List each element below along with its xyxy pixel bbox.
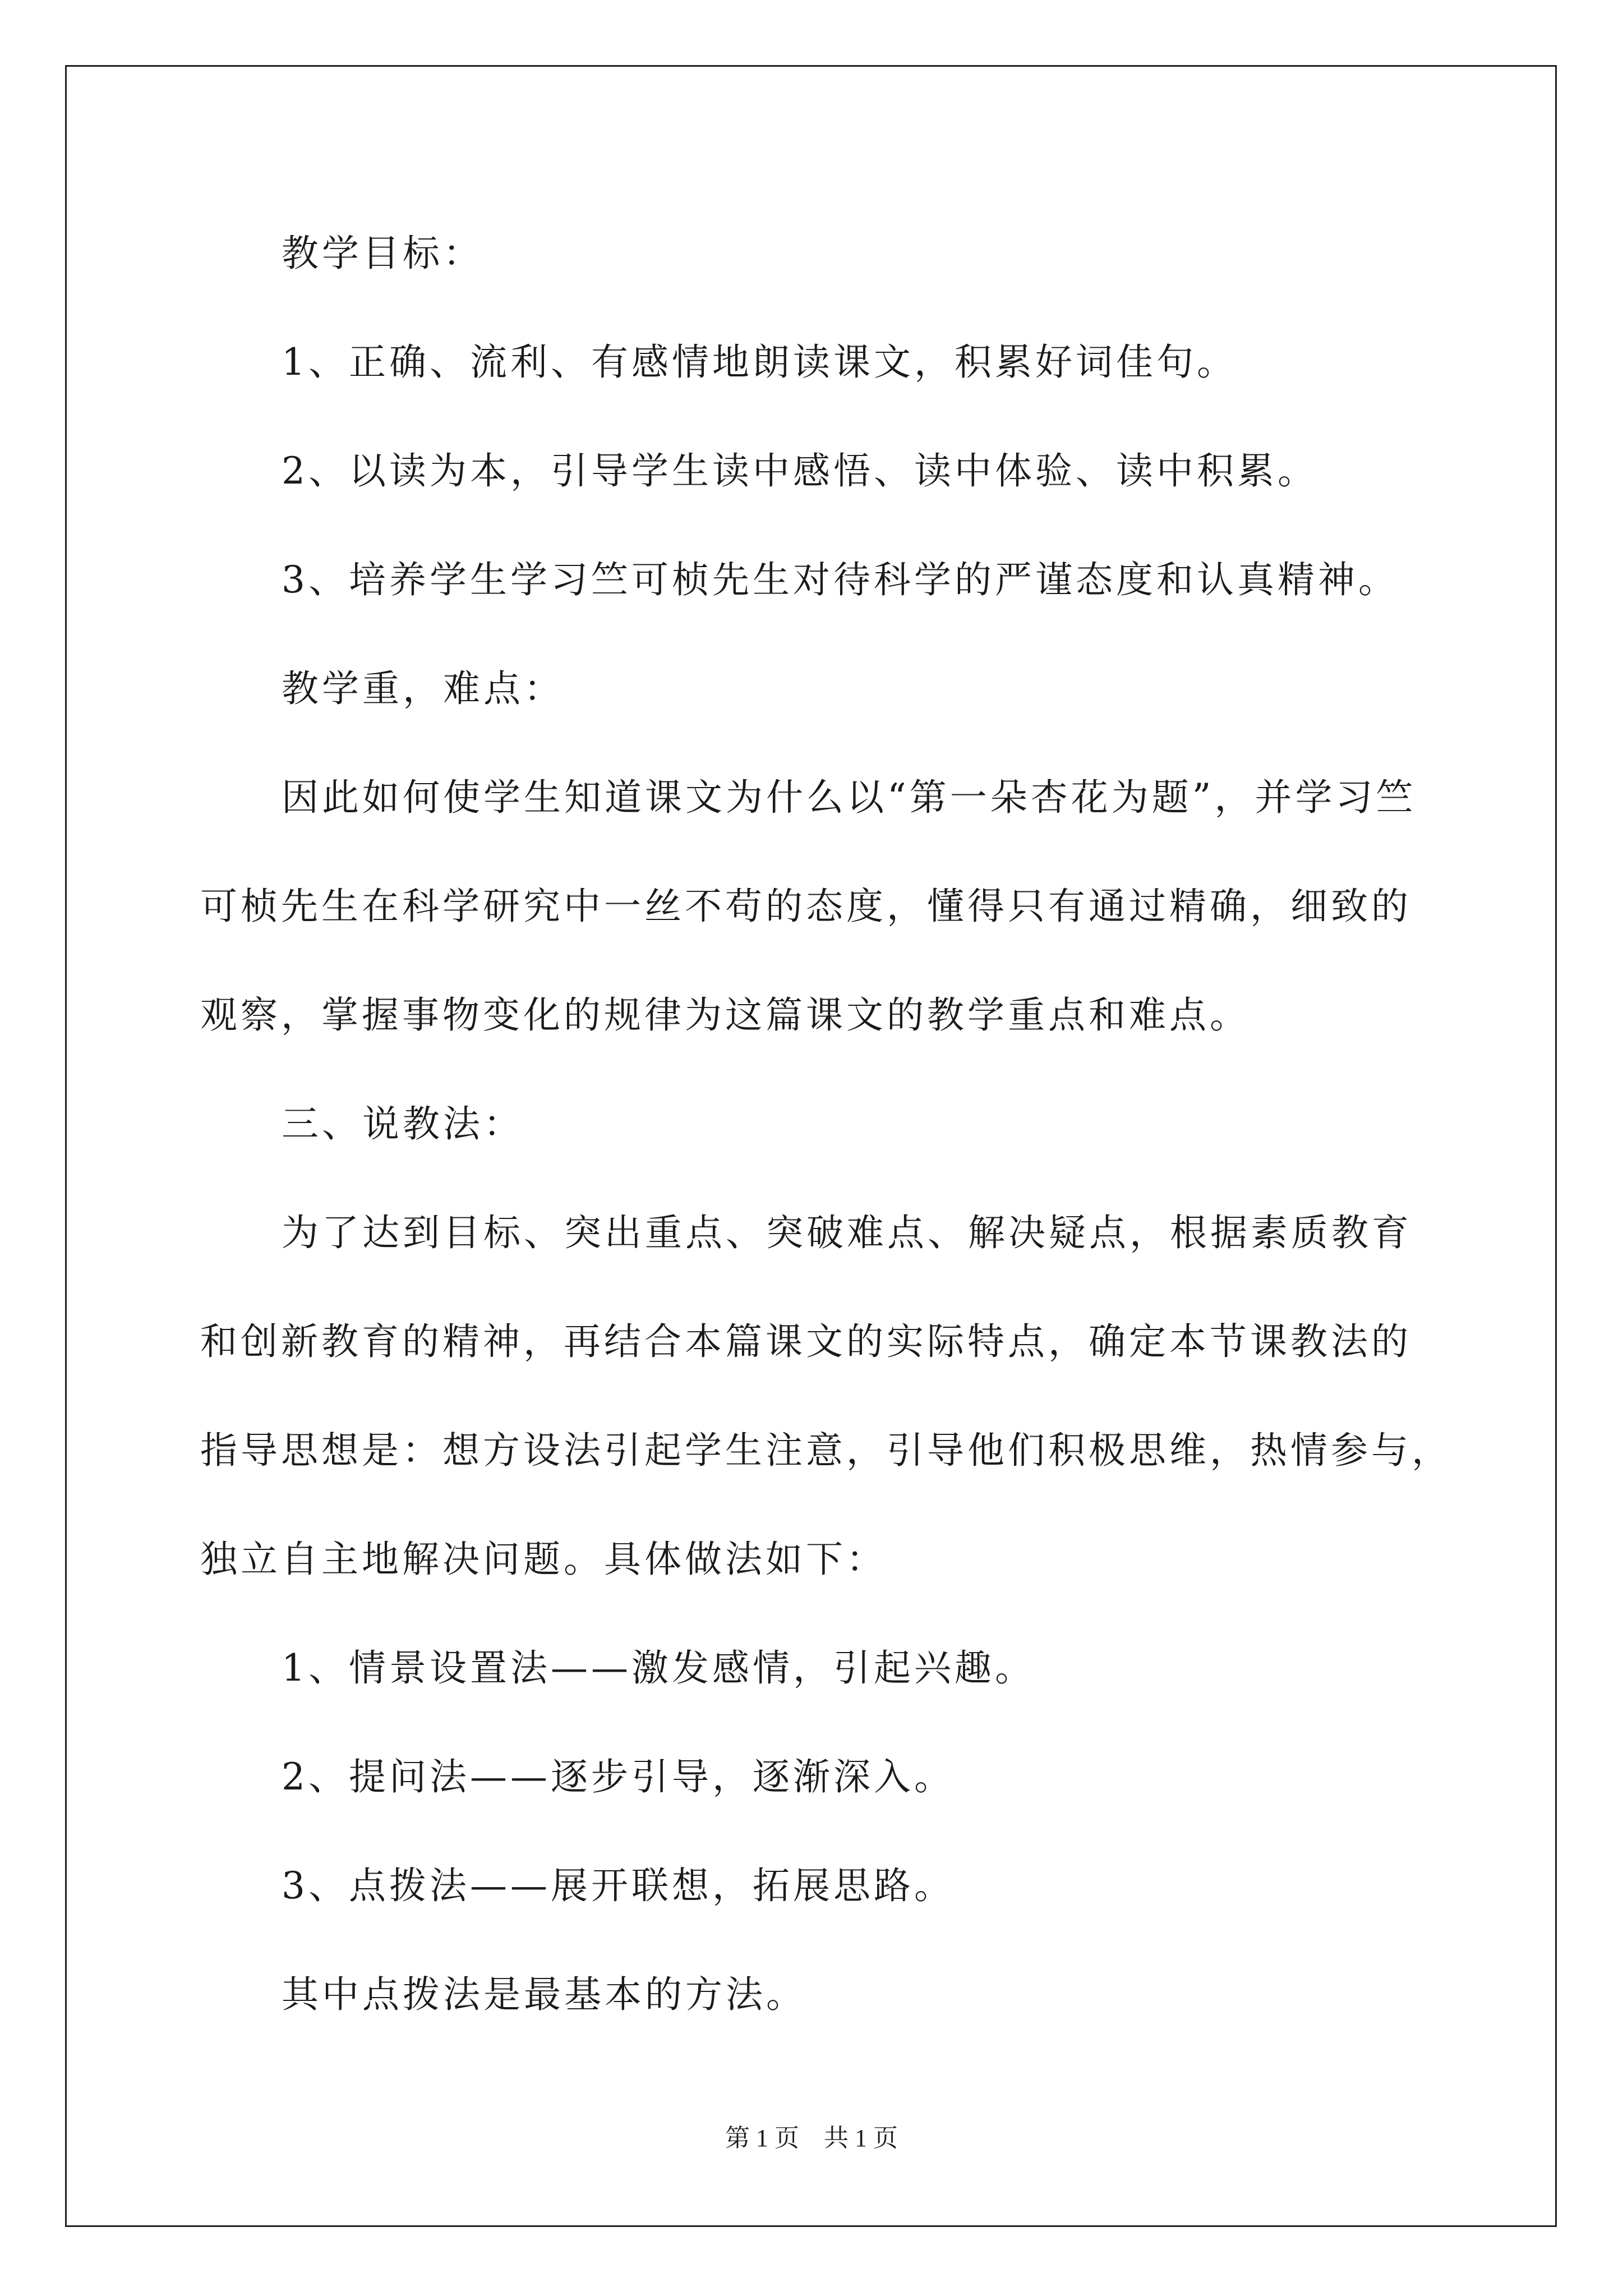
text-line: 独立自主地解决问题。具体做法如下： (200, 1538, 887, 1581)
text-line: 可桢先生在科学研究中一丝不苟的态度，懂得只有通过精确，细致的 (200, 885, 1412, 928)
text-line: 和创新教育的精神，再结合本篇课文的实际特点，确定本节课教法的 (200, 1320, 1412, 1363)
paragraph-method-2: 2、提问法——逐步引导，逐渐深入。 (282, 1755, 955, 1798)
paragraph-key-points-heading: 教学重，难点： (282, 667, 564, 710)
paragraph-goal-2: 2、以读为本，引导学生读中感悟、读中体验、读中积累。 (282, 449, 1318, 493)
paragraph-conclusion: 其中点拨法是最基本的方法。 (282, 1973, 806, 2016)
text-line: 指导思想是：想方设法引起学生注意，引导他们积极思维，热情参与， (200, 1429, 1452, 1472)
paragraph-goal-1: 1、正确、流利、有感情地朗读课文，积累好词佳句。 (282, 341, 1237, 384)
text-line: 观察，掌握事物变化的规律为这篇课文的教学重点和难点。 (200, 993, 1250, 1037)
paragraph-teaching-goals-heading: 教学目标： (282, 232, 483, 275)
paragraph-teaching-method-body (200, 1179, 1452, 1614)
paragraph-goal-3: 3、培养学生学习竺可桢先生对待科学的严谨态度和认真精神。 (282, 558, 1399, 601)
text-line: 为了达到目标、突出重点、突破难点、解决疑点，根据素质教育 (282, 1211, 1412, 1254)
document-body (200, 199, 1452, 2049)
paragraph-method-1: 1、情景设置法——激发感情，引起兴趣。 (282, 1646, 1035, 1690)
page-number-footer: 第 1 页 共 1 页 (725, 2124, 898, 2152)
paragraph-method-3: 3、点拨法——展开联想，拓展思路。 (282, 1864, 955, 1907)
text-line: 因此如何使学生知道课文为什么以“第一朵杏花为题”，并学习竺 (282, 776, 1417, 819)
paragraph-teaching-method-heading: 三、说教法： (282, 1102, 524, 1145)
paragraph-key-points-body (200, 743, 1434, 1070)
